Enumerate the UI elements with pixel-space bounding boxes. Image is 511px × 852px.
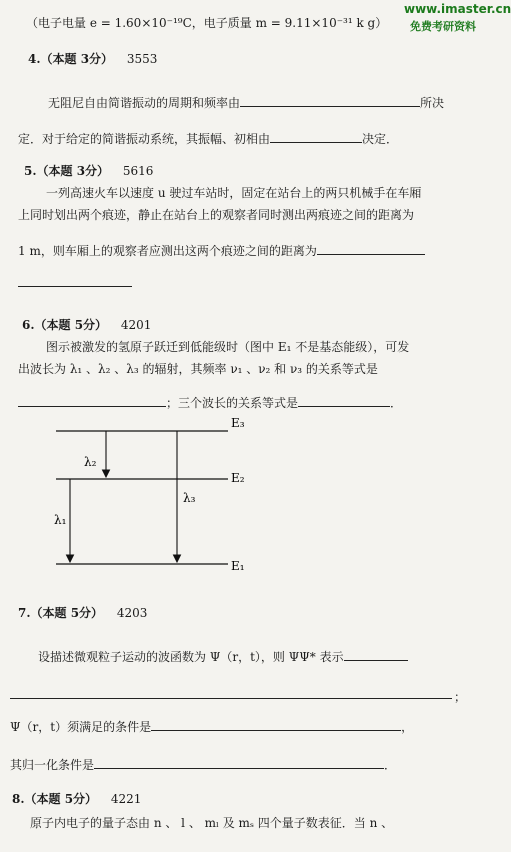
label-lambda-1: λ₁ [54, 513, 67, 527]
question-7-heading [18, 604, 147, 621]
label-lambda-3: λ₃ [183, 491, 196, 505]
question-6-line-3 [18, 394, 402, 411]
question-4-text-2: 定．对于给定的简谐振动系统，其振幅、初相由 [18, 132, 271, 146]
watermark-url: www.imaster.cn [404, 2, 511, 16]
question-8-title: 8.（本题 5分） [12, 792, 98, 806]
question-5-title: 5.（本题 3分） [24, 164, 110, 178]
question-4-line-2 [18, 130, 398, 147]
answer-blank-7c[interactable] [151, 718, 401, 731]
question-4-text-1: 无阻尼自由简谐振动的周期和频率由 [48, 96, 241, 110]
question-4-code: 3553 [126, 52, 158, 66]
answer-blank-4a[interactable] [240, 94, 420, 107]
question-4-text-1b: 所决 [420, 96, 445, 110]
question-7-line-1 [38, 648, 408, 665]
question-8-heading [12, 790, 141, 807]
question-7-semicolon-1: ； [454, 690, 467, 704]
question-4-text-2b: 决定． [362, 132, 399, 146]
answer-blank-6a[interactable] [18, 394, 166, 407]
question-6-line-1: 图示被激发的氢原子跃迁到低能级时（图中 E₁ 不是基态能级），可发 [46, 340, 410, 354]
answer-blank-5a[interactable] [317, 242, 425, 255]
question-7-text-4: 其归一化条件是 [10, 758, 95, 772]
question-7-line-4 [10, 756, 396, 773]
energy-level-diagram [40, 410, 260, 580]
answer-blank-5b[interactable] [18, 286, 132, 287]
question-6-line-2: 出波长为 λ₁ 、λ₂ 、λ₃ 的辐射，其频率 ν₁ 、ν₂ 和 ν₃ 的关系等式是 [18, 362, 378, 376]
label-lambda-2: λ₂ [84, 455, 97, 469]
question-4-line-1 [48, 94, 444, 111]
question-6-text-3: ；三个波长的关系等式是 [166, 396, 299, 410]
question-7-period: ． [384, 758, 397, 772]
question-7-title: 7.（本题 5分） [18, 606, 104, 620]
question-4-heading [28, 50, 157, 67]
question-5-heading [24, 162, 153, 179]
question-8-line-1: 原子内电子的量子态由 n 、 l 、 mₗ 及 mₛ 四个量子数表征．当 n 、 [30, 816, 394, 830]
answer-blank-7b[interactable] [10, 698, 452, 699]
question-5-code: 5616 [122, 164, 154, 178]
label-e2: E₂ [231, 471, 245, 485]
label-e1: E₁ [231, 559, 245, 573]
question-6-code: 4201 [120, 318, 152, 332]
question-4-title: 4.（本题 3分） [28, 52, 114, 66]
answer-blank-7d[interactable] [94, 756, 384, 769]
question-6-title: 6.（本题 5分） [22, 318, 108, 332]
answer-blank-7a[interactable] [344, 648, 408, 661]
question-7-comma: ， [401, 720, 414, 734]
question-6-period: ． [390, 396, 403, 410]
question-5-text-3: 1 m，则车厢上的观察者应测出这两个痕迹之间的距离为 [18, 244, 317, 258]
question-7-text-3: Ψ（r，t）须满足的条件是 [10, 720, 152, 734]
constants-line: （电子电量 e = 1.60×10⁻¹⁹C，电子质量 m = 9.11×10⁻³¹ k g） [26, 16, 388, 30]
question-5-line-2: 上同时划出两个痕迹，静止在站台上的观察者同时测出两痕迹之间的距离为 [18, 208, 415, 222]
question-7-code: 4203 [116, 606, 148, 620]
question-7-text-1: 设描述微观粒子运动的波函数为 Ψ（r，t），则 ΨΨ* 表示 [38, 650, 344, 664]
label-e3: E₃ [231, 416, 245, 430]
question-7-line-3 [10, 718, 413, 735]
watermark-tagline: 免费考研资料 [410, 20, 476, 33]
question-5-line-3 [18, 242, 425, 259]
question-5-line-1: 一列高速火车以速度 u 驶过车站时，固定在站台上的两只机械手在车厢 [46, 186, 422, 200]
answer-blank-6b[interactable] [298, 394, 390, 407]
question-8-code: 4221 [110, 792, 142, 806]
question-6-heading [22, 316, 151, 333]
answer-blank-4b[interactable] [270, 130, 362, 143]
